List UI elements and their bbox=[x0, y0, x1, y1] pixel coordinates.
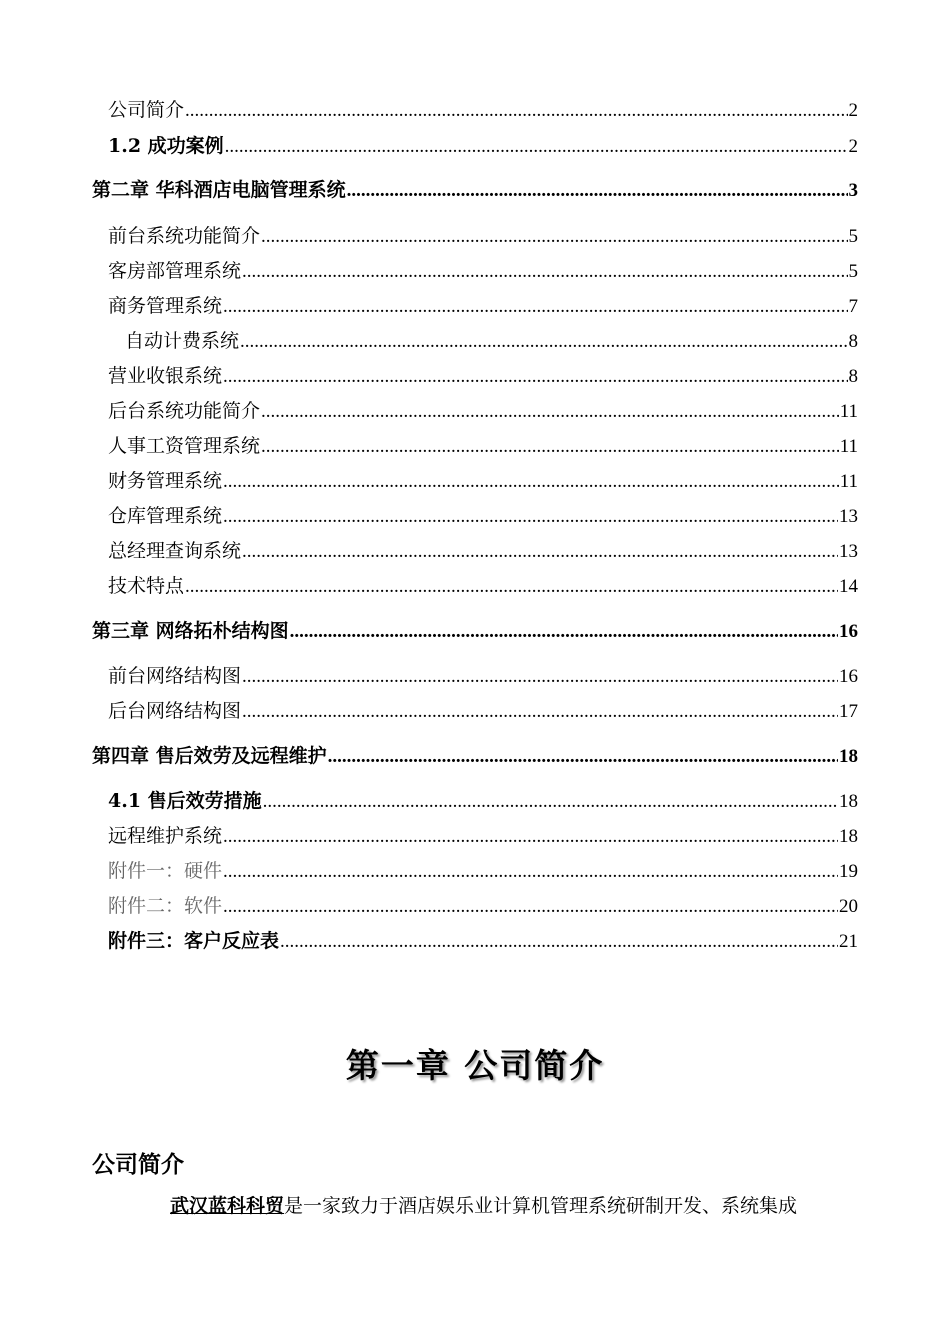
toc-leader-dots bbox=[242, 700, 838, 724]
toc-page-number: 20 bbox=[839, 896, 858, 917]
toc-leader-dots bbox=[261, 225, 847, 249]
toc-leader-dots bbox=[261, 400, 839, 424]
toc-entry-title: 营业收银系统 bbox=[108, 365, 223, 387]
toc-page-number: 11 bbox=[839, 401, 858, 422]
toc-leader-dots bbox=[223, 365, 847, 389]
toc-chapter-entry[interactable] bbox=[92, 744, 858, 769]
toc-entry-title: 附件一：硬件 bbox=[108, 860, 223, 882]
toc-entry[interactable] bbox=[108, 434, 858, 459]
toc-entry[interactable] bbox=[108, 664, 858, 689]
toc-entry[interactable] bbox=[108, 469, 858, 494]
toc-entry-title: 自动计费系统 bbox=[125, 330, 240, 352]
toc-entry-title: 第四章 售后效劳及远程维护 bbox=[92, 745, 327, 767]
toc-leader-dots bbox=[261, 435, 839, 459]
toc-entry-title: 总经理查询系统 bbox=[108, 540, 242, 562]
toc-page-number: 3 bbox=[848, 180, 858, 201]
paragraph-text: 是一家致力于酒店娱乐业计算机管理系统研制开发、系统集成 bbox=[284, 1195, 798, 1217]
toc-entry-title: 前台系统功能简介 bbox=[108, 225, 261, 247]
toc-entry[interactable] bbox=[108, 789, 858, 814]
toc-leader-dots bbox=[242, 540, 838, 564]
toc-leader-dots bbox=[223, 295, 847, 319]
toc-entry-title: 技术特点 bbox=[108, 575, 185, 597]
toc-entry-title: 第二章 华科酒店电脑管理系统 bbox=[92, 179, 346, 201]
toc-chapter-entry[interactable] bbox=[92, 619, 858, 644]
toc-page-number: 2 bbox=[848, 136, 858, 157]
section-heading: 公司简介 bbox=[92, 1152, 184, 1178]
toc-leader-dots bbox=[185, 575, 838, 599]
toc-entry[interactable] bbox=[108, 574, 858, 599]
toc-page-number: 19 bbox=[839, 861, 858, 882]
toc-page-number: 13 bbox=[839, 541, 858, 562]
toc-entry-title: 财务管理系统 bbox=[108, 470, 223, 492]
toc-entry[interactable] bbox=[108, 134, 858, 159]
toc-page-number: 18 bbox=[839, 746, 858, 767]
toc-page-number: 2 bbox=[848, 100, 858, 121]
toc-page-number: 17 bbox=[839, 701, 858, 722]
toc-entry-title: 附件二：软件 bbox=[108, 895, 223, 917]
toc-entry-title: 第三章 网络拓朴结构图 bbox=[92, 620, 289, 642]
toc-page-number: 8 bbox=[848, 331, 858, 352]
toc-entry-title: 1.2 成功案例 bbox=[108, 135, 224, 157]
toc-leader-dots bbox=[263, 790, 838, 814]
toc-leader-dots bbox=[280, 930, 838, 954]
toc-entry[interactable] bbox=[108, 699, 858, 724]
toc-entry[interactable] bbox=[108, 859, 858, 884]
toc-leader-dots bbox=[347, 179, 848, 203]
toc-page-number: 14 bbox=[839, 576, 858, 597]
toc-leader-dots bbox=[242, 260, 847, 284]
toc-entry[interactable] bbox=[108, 399, 858, 424]
toc-leader-dots bbox=[240, 330, 847, 354]
toc-entry-title: 人事工资管理系统 bbox=[108, 435, 261, 457]
toc-page-number: 7 bbox=[848, 296, 858, 317]
toc-page-number: 16 bbox=[839, 666, 858, 687]
toc-leader-dots bbox=[223, 895, 838, 919]
toc-entry-title: 公司简介 bbox=[108, 99, 185, 121]
toc-entry[interactable] bbox=[108, 224, 858, 249]
toc-leader-dots bbox=[223, 825, 838, 849]
toc-page-number: 8 bbox=[848, 366, 858, 387]
toc-page-number: 18 bbox=[839, 826, 858, 847]
toc-entry-title: 附件三：客户反应表 bbox=[108, 930, 280, 952]
toc-entry[interactable] bbox=[108, 929, 858, 954]
toc-entry-title: 客房部管理系统 bbox=[108, 260, 242, 282]
toc-page-number: 16 bbox=[839, 621, 858, 642]
toc-entry[interactable] bbox=[108, 504, 858, 529]
toc-page-number: 5 bbox=[848, 226, 858, 247]
body-paragraph bbox=[92, 1193, 858, 1219]
toc-leader-dots bbox=[328, 745, 838, 769]
toc-chapter-entry[interactable] bbox=[92, 178, 858, 203]
toc-page-number: 18 bbox=[839, 791, 858, 812]
toc-entry[interactable] bbox=[108, 894, 858, 919]
toc-leader-dots bbox=[290, 620, 838, 644]
toc-page-number: 11 bbox=[839, 436, 858, 457]
company-name: 武汉蓝科科贸 bbox=[170, 1195, 285, 1217]
toc-page-number: 11 bbox=[839, 471, 858, 492]
toc-entry-title: 4.1 售后效劳措施 bbox=[108, 790, 262, 812]
toc-page-number: 21 bbox=[839, 931, 858, 952]
toc-entry[interactable] bbox=[108, 294, 858, 319]
toc-entry[interactable] bbox=[125, 329, 858, 354]
toc-entry-title: 仓库管理系统 bbox=[108, 505, 223, 527]
toc-entry-title: 后台网络结构图 bbox=[108, 700, 242, 722]
toc-leader-dots bbox=[185, 99, 847, 123]
toc-entry[interactable] bbox=[108, 539, 858, 564]
toc-page-number: 5 bbox=[848, 261, 858, 282]
toc-entry-title: 后台系统功能简介 bbox=[108, 400, 261, 422]
toc-leader-dots bbox=[223, 860, 838, 884]
toc-leader-dots bbox=[225, 135, 848, 159]
chapter-heading: 第一章 公司简介 bbox=[345, 1046, 605, 1085]
toc-entry-title: 商务管理系统 bbox=[108, 295, 223, 317]
toc-entry[interactable] bbox=[108, 98, 858, 123]
toc-leader-dots bbox=[242, 665, 838, 689]
toc-entry[interactable] bbox=[108, 364, 858, 389]
toc-leader-dots bbox=[223, 470, 839, 494]
toc-entry-title: 远程维护系统 bbox=[108, 825, 223, 847]
toc-page-number: 13 bbox=[839, 506, 858, 527]
toc-entry-title: 前台网络结构图 bbox=[108, 665, 242, 687]
toc-leader-dots bbox=[223, 505, 838, 529]
toc-entry[interactable] bbox=[108, 824, 858, 849]
toc-entry[interactable] bbox=[108, 259, 858, 284]
